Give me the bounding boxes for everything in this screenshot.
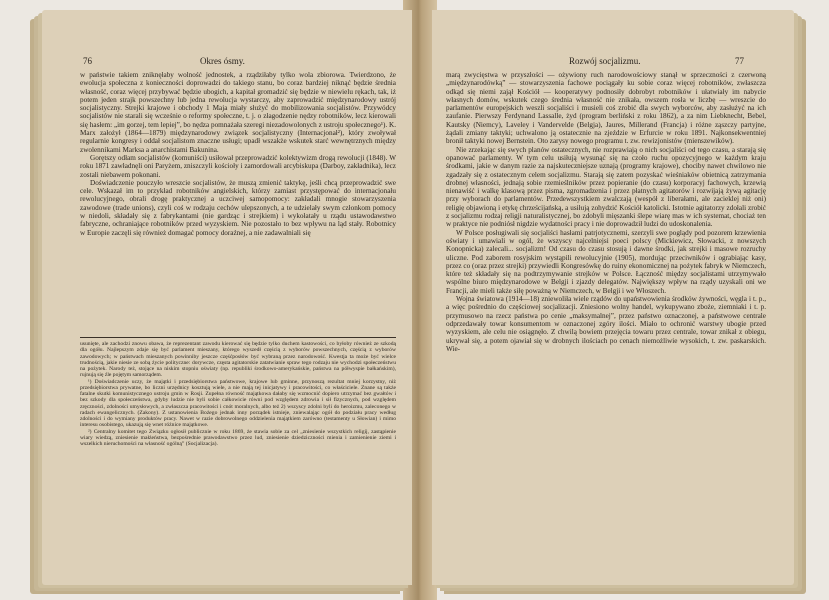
left-body-text	[80, 71, 396, 237]
paragraph: W Polsce posługiwali się socjaliści hasłami patrjotycznemi, szerzyli swe poglądy pod pozorem krzewienia oświaty i umawiali w ogól, że wszyscy najcelniejsi poeci polscy (Mickiewicz, Słowacki, z nowszych Konopnicka) zalecali... socjalizm! Od czasu do czasu stosują i dawne środki, jak strejki i masowe rozruchy uliczne. Pod zaborem rosyjskim wystąpili rewolucyjnie (1905), mordując przeciwników i ograbiając kasy, przez co (oraz przez strejki) przywiedli Kongresówkę do ruiny ekonomicznej na pożytek fabryk w Niemczech, które też składały się na podtrzymywanie strejków w Polsce. Łączność między socjalistami utrzymywało wspólne biuro międzynarodowe w Belgji i zjazdy delegatów. Największy wpływ na rządy uzyskali oni we Francji, ale mieli także siłę poważną w Niemczech, w Belgji i we Włoszech.	[446, 228, 766, 295]
right-page	[432, 10, 794, 585]
page-number: 77	[735, 56, 744, 66]
right-body-text	[446, 71, 766, 353]
footnote: ¹) Doświadczenie uczy, że majątki i przedsiębiorstwa państwowe, krajowe lub gminne, przynoszą rezultat mniej korzystny, niż przedsiębiorstwa prywatne, bo liczni urzędnicy kosztują wiele, a nie mają tej inicjatywy i pracowitości, co właściciele. Znane są także fatalne skutki komunistycznego ustroju gmin w Rosji. Zupełna równość majątkowa dałaby się wzmocnić dopiero utrzymać bez gwałtów i bez szkody dla społeczeństwa, gdyby ludzie nie byli sobie całkowicie równi pod względem zdrowia i sił fizycznych, pod względem zręczności, zdolności umysłowych, a zwłaszcza pracowitości i cnót moralnych, albo też 2) wszyscy zdolni byli do heroizmu, zaleconego w radach ewangelicznych. (Zakony). Z ustanowienia Bożego jednak inny porządek istnieje, zniewalając ogół do podziału pracy według zdolności i do wymiany produktów pracy. Nawet w razie dobrowolnego oddzielenia majątkiem zarówno (testamenty u Słowian) i mimo interesu osobistego, ukazują się wnet różnice majątkowe.	[80, 378, 396, 429]
footnotes	[80, 341, 396, 447]
footnote-separator	[80, 337, 396, 338]
paragraph: w państwie takiem zniknęłaby wolność jednostek, a rządziłaby tylko wola zbiorowa. Twierdzono, że ewolucja społeczna z konieczności doprowadzi do takiego stanu, bo coraz bardziej niknąć będzie średnia własność, coraz więcej przybywać będzie ubogich, a kapitał gromadzić się będzie w niewielu rękach, tak, iż potem jeden strajk powszechny lub jedna rewolucja wystarczy, aby zaprowadzić międzynarodowy ustrój socjalistyczny. Strejki krajowe i obchody 1 Maja miały służyć do mobilizowania socjalistów. Przywódcy socjalistów nie starali się wcześnie o reformy społeczne, t. j. o złagodzenie nędzy robotników, lecz kierowali się hasłem: „im gorzej, tem lepiej”, bo nędza pomnażała szeregi niezadowolonych z ustroju społecznego¹). K. Marx założył (1864—1879) międzynarodowy związek socjalistyczny (Internacjonał²), który zwoływał regularnie kongresy i oddał socjalistom znaczne usługi; upadł wszakże wskutek starć wewnętrznych między zwolennikami Marksa a anarchistami Bakunina.	[80, 71, 396, 154]
running-head-title: Rozwój socjalizmu.	[569, 56, 641, 66]
paragraph: marą zwycięstwa w przyszłości — ożywiony ruch narodowościowy stanął w sprzeczności z czerwoną „międzynarodówką” — stowarzyszenia fachowe pociągały ku sobie coraz więcej robotników, zwłaszcza odkąd się niemi zajął Kościół — kooperatywy podnosiły dobrobyt robotników i ułatwiały im nabycie własnych domów, wskutek czego średnia własność nie znikała, owszem rosła w liczbę — wreszcie do parlamentów europejskich weszli socjaliści i musieli coś zrobić dla swych wyborców, aby zasłużyć na ich zaufanie. Pierwszy Ferdynand Lassalle, żyd (program berliński z roku 1862), a za nim Liebknecht, Bebel, Kautsky (Niemcy), Laveley i Vandervelde (Belgja), Jaures, Millerand (Francja) i różne ząszczy partyjne, żądali zmiany taktyki; uchwalono ją ostatecznie na zjeździe w Erfurcie w roku 1891. Najkonsekwentniej bronił taktyki nowej Bernstein. Oto zarysy nowego programu t. zw. rewizjonistów (mienszewików).	[446, 71, 766, 146]
running-head-title: Okres ósmy.	[200, 56, 245, 66]
page-number: 76	[83, 56, 92, 66]
paragraph: Nie zrzekając się swych planów ostatecznych, nie rozprawiają o nich socjaliści od tego czasu, a starają się opanować parlamenty. W tym celu usiłują wysunąć się na czoło ruchu opozycyjnego w każdym kraju środkami, jakie w danym razie za najskuteczniejsze uznają (programy krajowe), chociby nawet chwilowo nie zgadzały się z ostatecznym celem socjalizmu. Starają się zatem pozyskać wieśniaków obietnicą zatrzymania drobnej własności, jednają sobie rzemieślników przez popieranie (do czasu) korporacyj fachowych, krzewią nienawiść i walkę klasową przez pisma, zgromadzenia i przez płatnych agitatorów i rozwijają żywą agitację przy wyborach do parlamentów. Przedewszystkiem zwalczają (wespół z liberałami, ale zacieklej niż oni) religię objawioną i etykę chrześcijańską, a usiłują zohydzić Kościół katolicki. Istotnie agitatorzy zdołali zrobić z socjalizmu rodzaj religji naturalistycznej, bo zdobyli mięszanki ślepe wiarę mas w ich systemat, chociaż ten w praktyce nie podniósł nigdzie wydatności pracy i nie doprowadził ludzi do udoskonalenia.	[446, 145, 766, 229]
footnote: ²) Centralny komitet tego Związku ogłosił publicznie w roku 1869, że stawia sobie za cel „zniesienie wszystkich religij, zastąpienie wiary wiedzą, zniesienie małżeństwa, bezpośrednie prawodawstwo przez lud, zniesienie dziedziczności mienia i zamienienie ziemi i wszelkich nieruchomości na własność ogólną” (Socjalizacja).	[80, 428, 396, 447]
paragraph: Doświadczenie pouczyło wreszcie socjalistów, że muszą zmienić taktykę, jeśli chcą przeprowadzić swe cele. Wskazał im to przykład robotników angielskich, którzy zamiast przystępować do internacjonału rewolucyjnego, obrali drogę praktycznej a uczciwej samopomocy: zakładali mnogie stowarzyszenia zawodowe (trade unions), czyli coś w rodzaju cechów ulepszonych, a te udzielały swym członkom pomocy w niedoli, składały się z fabrykantami (nie gardząc i strejkiem) i wykołatały u rządu ustawodawstwo fabryczne, ochraniające robotników przed wyzyskiem. Nie pozostało to bez wpływu na ląd stały. Robotnicy w Europie zaczęli się również domagać pomocy doraźnej, a nie zadawalniali się	[80, 178, 396, 237]
footnote: usunięte, ale zachodzi znowu obawa, że reprezentant zawodu kierować się będzie tylko duchem kastowości, co byłoby również ze szkodą dla ogółu. Najlepszym zdaje się być parlament mieszany, którego wyszedł częścią z wyborów powszechnych, częścią z wyborów zawodowych; w państwach mieszanych powinniby jeszcze częśćposłów być wybraną przez narodowość. Kwestja ta może być wielce trudnością, jakie niesie ze sobą życie polityczne: dorywcze, częsta agitatorskie zatatwianie spraw tego rodzaju nie wychodzi społeczeństwu na pożytek. Narody też, stojące na niskim stopniu oświaty (np. republiki środkowo-amerykańskie, państwa na półwyspie bałkańskim), rujnują się źle pojętym samorządem.	[80, 341, 396, 379]
paragraph: Wojna światowa (1914—18) zniewoliła wiele rządów do upaństwowienia środków żywności, węgla i t. p., a więc pośrednio do częściowej socjalizacji. Zniesiono wolny handel, wykupywano zboże, ziemniaki i t. p. przymusowo na rzecz państwa po cenie „maksymalnej”, przez państwo oznaczonej, a państwowe centrale odprzedawały towar konsumentom w oznaczonej zgóry ilości. Miało to ochronić warstwy ubogie przed wyzyskiem, ale celu nie osiągnęło. Z chwilą bowiem przejęcia towaru przez centrale, towar znikał z obiegu, ukrywał się, a potem ojawiał się w drobnych ilościach po cenach niemożliwie wysokich, t. zw. paskarskich. Wie-	[446, 295, 766, 353]
paragraph: Gorętszy odłam socjalistów (komuniści) usiłował przeprowadzić kolektywizm drogą rewolucji (1848). W roku 1871 zawładnęli oni Paryżem, zniszczyli kościoły i zamordowali arcybiskupa (Darboy, zakładnika), lecz zostali niebawem pokonani.	[80, 153, 396, 179]
left-page	[42, 10, 412, 585]
